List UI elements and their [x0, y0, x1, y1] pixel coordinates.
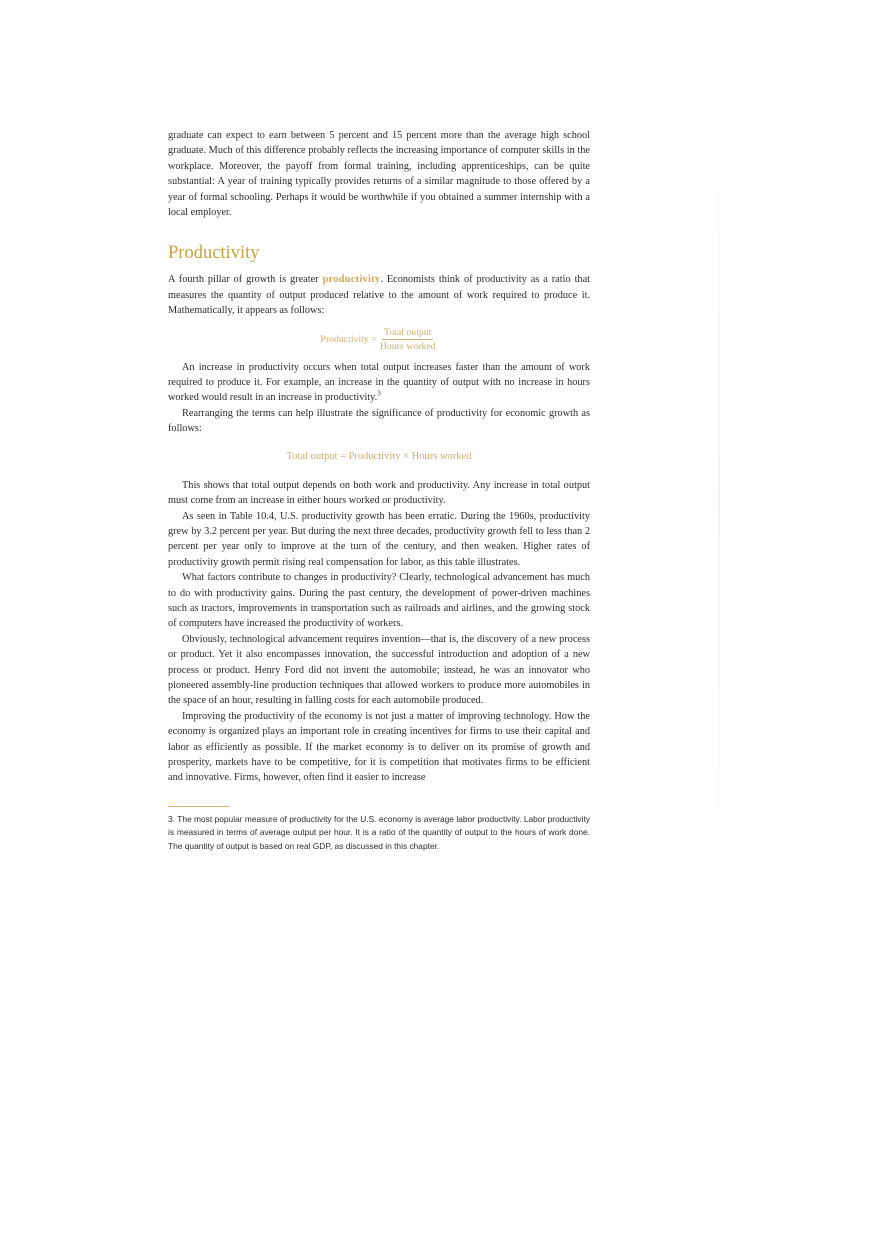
footnote-marker: 3: [377, 390, 381, 399]
footnote: 3. The most popular measure of productivity for the U.S. economy is average labor productivity. Labor productivity is measured in terms of average output per hour. It is a ratio of the quantity of output to the hours of work done. The quantity of output is based on real GDP, as discussed in this chapter.: [168, 813, 590, 851]
productivity-formula: [168, 327, 590, 352]
economy-organization-paragraph: Improving the productivity of the economy is not just a matter of improving technology. How the economy is organized plays an important role in creating incentives for firms to use their capital and labor as efficiently as possible. If the market economy is to deliver on its promise of growth and prosperity, markets have to be competitive, for it is competition that motivates firms to be efficient and innovative. Firms, however, often find it easier to increase: [168, 710, 590, 784]
intro-paragraph: graduate can expect to earn between 5 percent and 15 percent more than the average high school graduate. Much of this difference probably reflects the increasing importance of computer skills in the workplace. Moreover, the payoff from formal training, including apprenticeships, can be quite substantial: A year of training typically provides returns of a similar magnitude to those offered by a year of formal schooling. Perhaps it would be worthwhile if you obtained a summer internship with a local employer.: [168, 130, 590, 219]
productivity-definition-paragraph: [168, 272, 590, 318]
productivity-increase-paragraph: [168, 360, 590, 406]
scan-shadow: [718, 120, 720, 880]
formula-denominator: Hours worked: [379, 340, 436, 352]
footnote-divider: [168, 806, 230, 807]
rearranging-paragraph: Rearranging the terms can help illustrate the significance of productivity for economic growth as follows:: [168, 407, 590, 435]
productivity-increase-text: An increase in productivity occurs when total output increases faster than the amount of work required to produce it. For example, an increase in the quantity of output with no increase in hours worked would result in an increase in productivity.: [168, 361, 590, 404]
productivity-growth-paragraph: As seen in Table 10.4, U.S. productivity growth has been erratic. During the 1960s, productivity grew by 3.2 percent per year. But during the next three decades, productivity growth fell to less than 2 percent per year only to improve at the turn of the century, and then weaken. Higher rates of productivity growth permit rising real compensation for labor, as this table illustrates.: [168, 510, 590, 568]
definition-text-before: A fourth pillar of growth is greater: [168, 274, 319, 286]
page-body: [168, 128, 590, 853]
technology-paragraph: What factors contribute to changes in productivity? Clearly, technological advancement has much to do with productivity gains. During the past century, the development of power-driven machines such as tractors, improvements in transportation such as railroads and airlines, and the growing stock of computers have increased the productivity of workers.: [168, 572, 590, 630]
definition-text-after: . Economists think of productivity as a ratio that measures the quantity of output produced relative to the amount of work required to produce it. Mathematically, it appears as follows:: [168, 274, 591, 317]
productivity-keyword: productivity: [322, 274, 381, 286]
formula-lhs: Productivity =: [320, 333, 377, 345]
total-output-paragraph: This shows that total output depends on both work and productivity. Any increase in total output must come from an increase in either hours worked or productivity.: [168, 479, 590, 507]
section-heading: Productivity: [168, 243, 260, 264]
formula-numerator: Total output: [383, 326, 432, 338]
formula-fraction: [378, 327, 438, 352]
invention-paragraph: Obviously, technological advancement requires invention—that is, the discovery of a new process or product. Yet it also encompasses innovation, the successful introduction and adoption of a new process or product. Henry Ford did not invent the automobile; instead, he was an innovator who pioneered assembly-line production techniques that allowed workers to produce more automobiles in the space of an hour, resulting in falling costs for each automobile produced.: [168, 633, 590, 707]
total-output-formula: Total output = Productivity × Hours worked: [286, 450, 472, 462]
